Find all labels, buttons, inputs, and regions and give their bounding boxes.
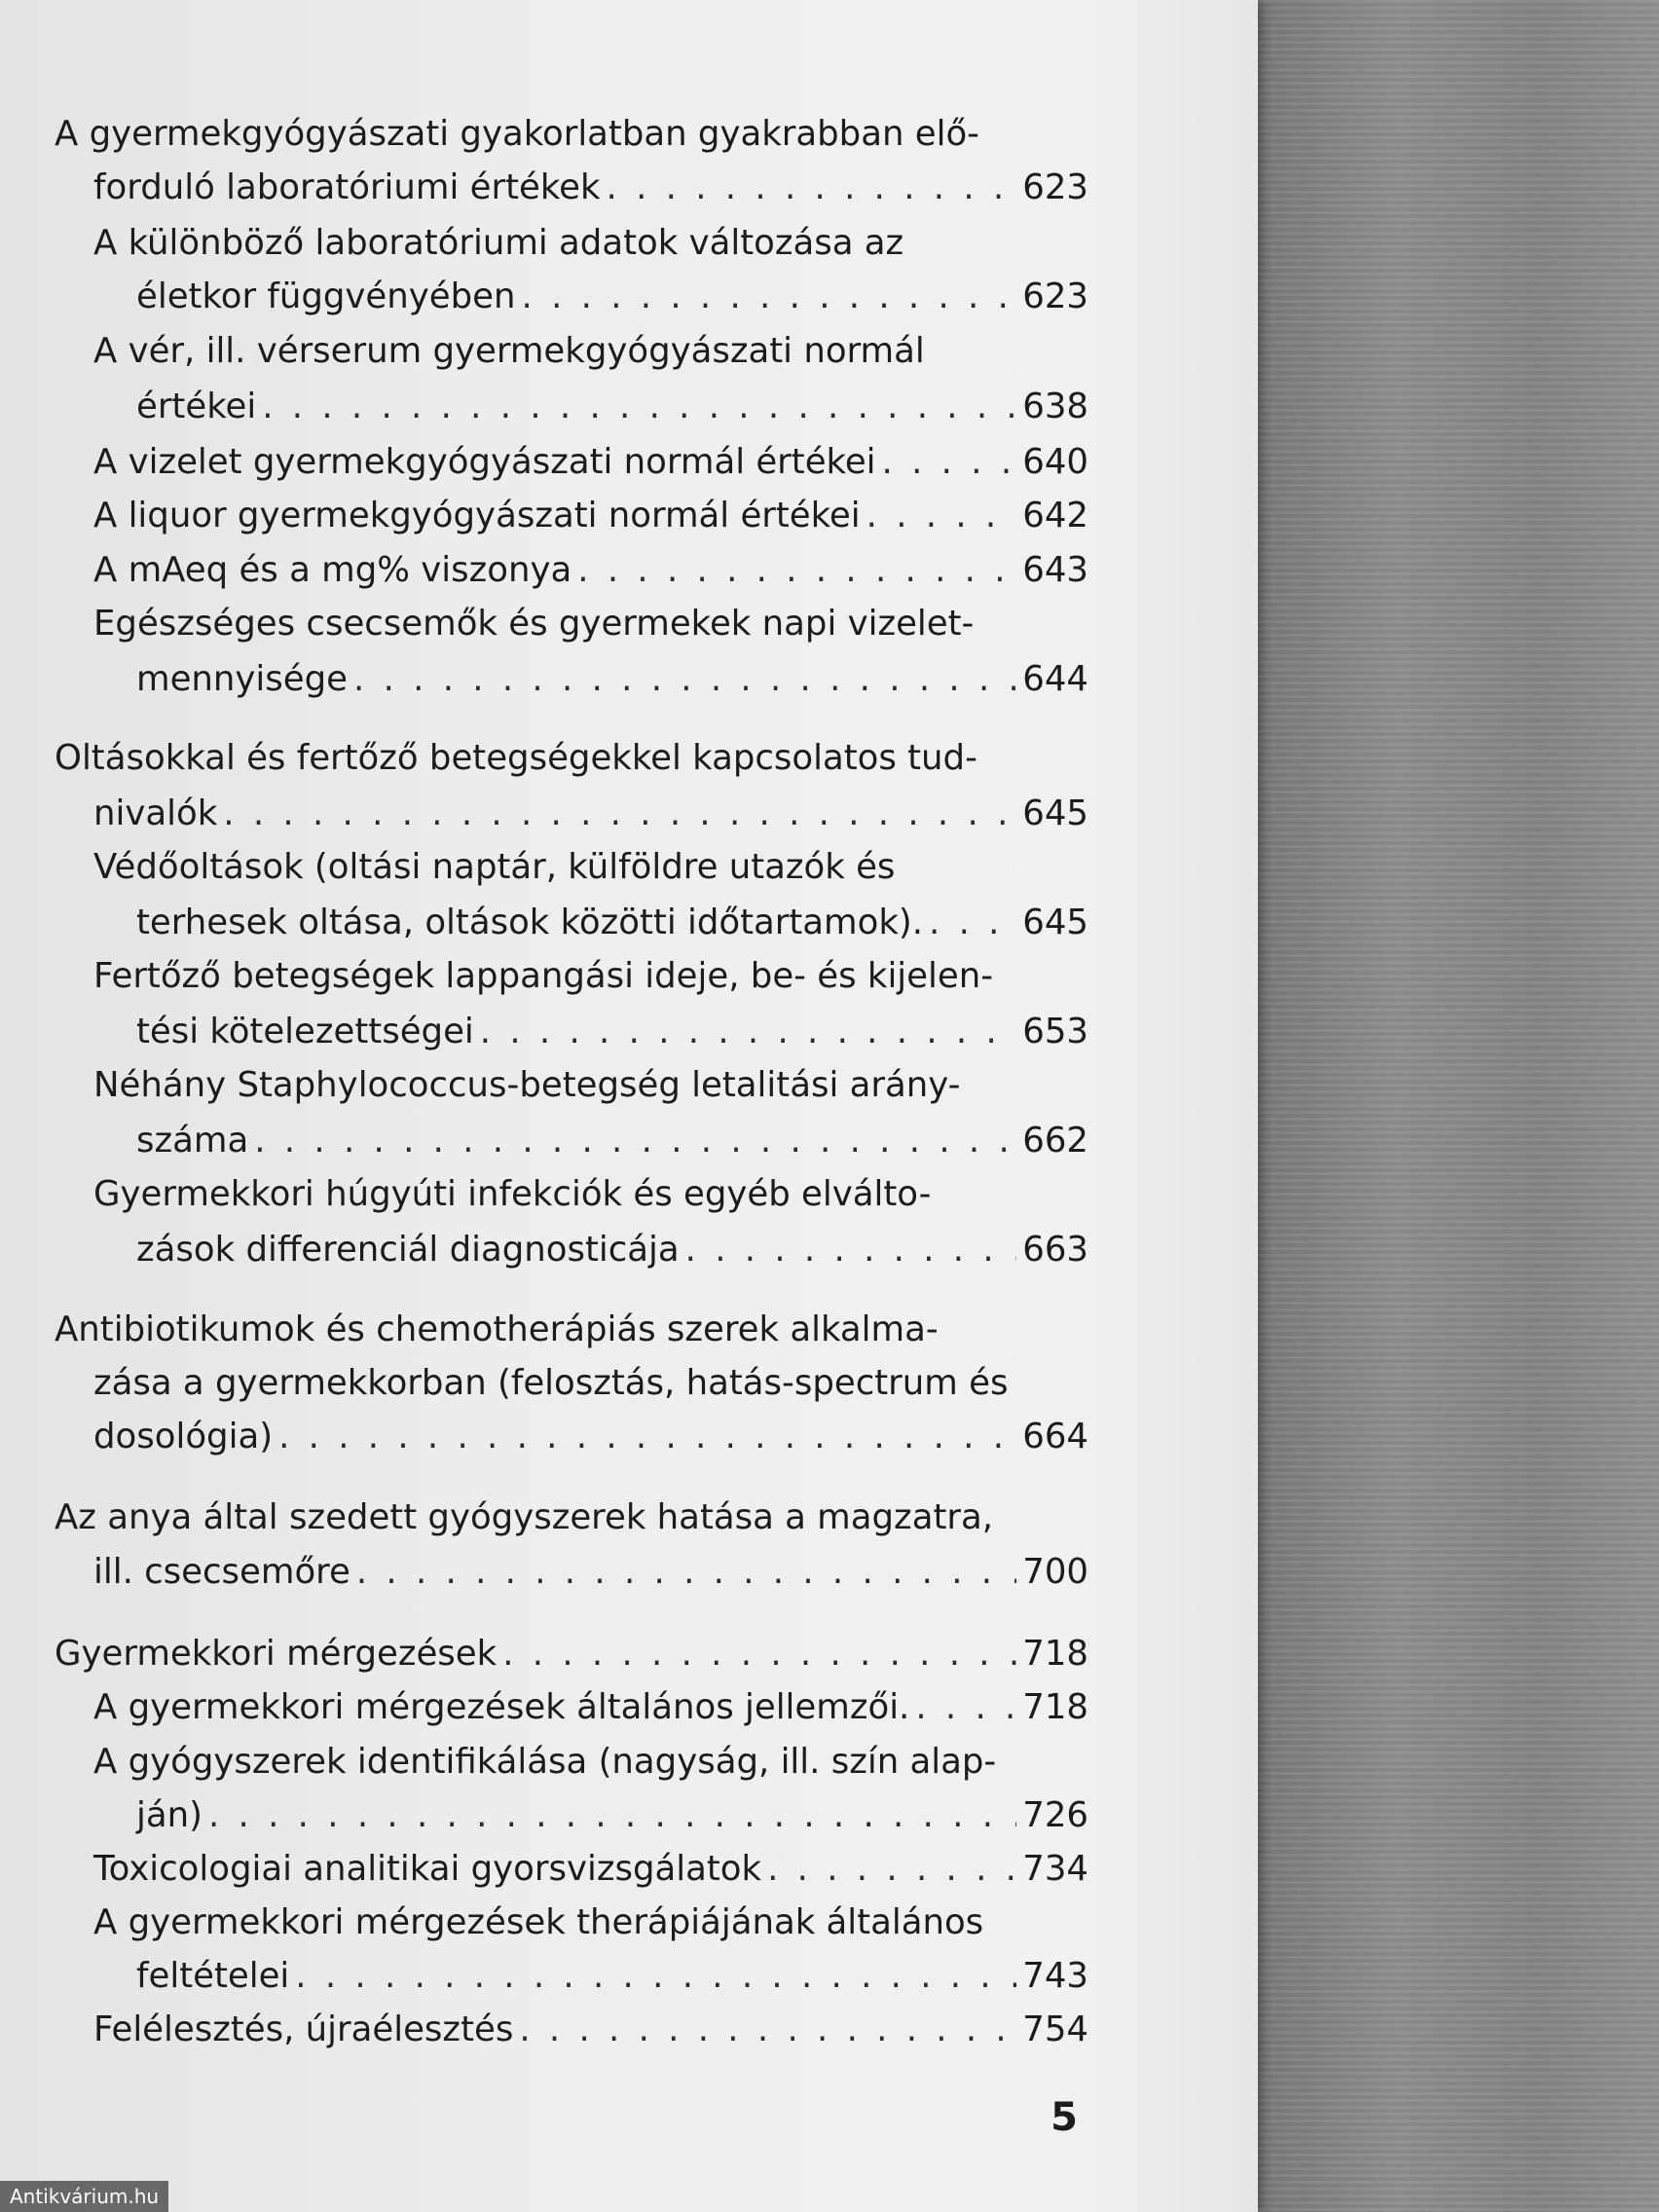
toc-entry-page: 645: [1022, 903, 1088, 942]
dot-leader: [350, 1545, 1016, 1600]
toc-entry-title-line: A gyermekkori mérgezések therápiájának általános: [93, 1902, 984, 1942]
dot-leader: [680, 1223, 1016, 1277]
toc-entry-title: feltételei: [136, 1956, 290, 1996]
toc-entry: [136, 380, 1088, 434]
toc-entry-title: életkor függvényében: [136, 276, 516, 316]
dot-leader: [217, 787, 1016, 841]
toc-entry: [136, 896, 1088, 950]
toc-entry-page: 663: [1022, 1230, 1088, 1270]
toc-entry: [93, 1680, 1088, 1735]
toc-entry-title-line: A vér, ill. vérserum gyermekgyógyászati normál: [93, 331, 925, 371]
toc-entry-page: 644: [1022, 659, 1088, 699]
toc-entry: [93, 1410, 1088, 1464]
toc-entry-title: ill. csecsemőre: [93, 1552, 350, 1592]
toc-entry: [93, 1545, 1088, 1600]
dot-leader: [273, 1410, 1016, 1464]
toc-entry: [93, 489, 1088, 543]
toc-entry: [136, 1005, 1088, 1059]
toc-entry-page: 754: [1022, 2009, 1088, 2049]
toc-entry-page: 623: [1022, 167, 1088, 207]
toc-entry-title-line: Védőoltások (oltási naptár, külföldre utazók és: [93, 847, 896, 887]
toc-entry-title: dosológia): [93, 1417, 274, 1456]
toc-entry-title: száma: [136, 1121, 249, 1161]
toc-entry-page: 653: [1022, 1012, 1088, 1051]
toc-entry: [136, 270, 1088, 324]
toc-entry-title: ján): [136, 1795, 203, 1835]
dot-leader: [497, 1627, 1016, 1681]
toc-entry-page: 743: [1022, 1956, 1088, 1996]
toc-entry-page: 734: [1022, 1849, 1088, 1889]
toc-entry-title: tési kötelezettségei: [136, 1012, 474, 1051]
toc-entry-title: Toxicologiai analitikai gyorsvizsgálatok: [93, 1849, 762, 1889]
dot-leader: [474, 1005, 1016, 1059]
toc-entry-page: 700: [1022, 1552, 1088, 1592]
toc-entry-title-line: Oltásokkal és fertőző betegségekkel kapcsolatos tud-: [55, 738, 977, 778]
toc-entry: [93, 161, 1088, 215]
dot-leader: [248, 1114, 1016, 1168]
toc-entry-page: 640: [1022, 442, 1088, 482]
dot-leader: [601, 161, 1016, 215]
toc-entry-page: 662: [1022, 1121, 1088, 1161]
toc-entry-title: A vizelet gyermekgyógyászati normál értékei: [93, 442, 876, 482]
toc-entry-title: Gyermekkori mérgezések: [55, 1634, 498, 1674]
toc-entry: [136, 1788, 1088, 1843]
dot-leader: [516, 270, 1017, 324]
watermark: Antikvárium.hu: [0, 2181, 168, 2212]
toc-entry-page: 643: [1022, 550, 1088, 590]
toc-entry-title: terhesek oltása, oltások közötti időtartamok).: [136, 903, 924, 942]
toc-entry-title: mennyisége: [136, 659, 349, 699]
toc-entry: [136, 652, 1088, 707]
toc-entry: [93, 543, 1088, 598]
dot-leader: [256, 380, 1016, 434]
toc-entry-page: 623: [1022, 276, 1088, 316]
toc-entry-page: 638: [1022, 387, 1088, 426]
dot-leader: [761, 1842, 1016, 1897]
toc-entry-title: értékei: [136, 387, 257, 426]
facing-page-background: [1256, 0, 1659, 2212]
toc-entry-title-line: Az anya által szedett gyógyszerek hatása a magzatra,: [55, 1497, 993, 1537]
toc-entry-title: A mAeq és a mg% viszonya: [93, 550, 572, 590]
toc-entry-page: 718: [1022, 1634, 1088, 1674]
toc-entry: [55, 1627, 1088, 1681]
toc-entry-title-line: A gyermekgyógyászati gyakorlatban gyakrabban elő-: [55, 114, 979, 154]
toc-entry-page: 642: [1022, 496, 1088, 535]
toc-entry-title: forduló laboratóriumi értékek: [93, 167, 601, 207]
dot-leader: [923, 896, 1016, 950]
toc-entry-title-line: Fertőző betegségek lappangási ideje, be- és kijelen-: [93, 956, 994, 996]
toc-entry-page: 645: [1022, 793, 1088, 833]
toc-entry-title-line: A különböző laboratóriumi adatok változása az: [93, 223, 904, 263]
toc-entry-title-line: Antibiotikumok és chemotherápiás szerek alkalma-: [55, 1309, 939, 1349]
dot-leader: [571, 543, 1016, 598]
dot-leader: [289, 1949, 1016, 2004]
toc-entry-title: A liquor gyermekgyógyászati normál értékei: [93, 496, 861, 535]
page-number: 5: [1051, 2095, 1078, 2140]
toc-entry-title-line: Egészséges csecsemők és gyermekek napi vizelet-: [93, 604, 975, 644]
toc-entry-page: 718: [1022, 1687, 1088, 1727]
dot-leader: [513, 2003, 1016, 2057]
toc-entry: [93, 1842, 1088, 1897]
toc-entry-title-line: Néhány Staphylococcus-betegség letalitási arány-: [93, 1065, 961, 1105]
toc-entry-title-line: Gyermekkori húgyúti infekciók és egyéb elválto-: [93, 1174, 932, 1214]
toc-entry-title: nivalók: [93, 793, 218, 833]
dot-leader: [348, 652, 1016, 707]
dot-leader: [861, 489, 1016, 543]
toc-entry: [136, 1223, 1088, 1277]
dot-leader: [203, 1788, 1016, 1843]
toc-entry: [93, 2003, 1088, 2057]
toc-entry: [136, 1949, 1088, 2004]
toc-entry-page: 726: [1022, 1795, 1088, 1835]
toc-entry: [136, 1114, 1088, 1168]
toc-entry-title: zások differenciál diagnosticája: [136, 1230, 680, 1270]
toc-entry: [93, 787, 1088, 841]
dot-leader: [909, 1680, 1016, 1735]
toc-entry-page: 664: [1022, 1417, 1088, 1456]
toc-entry-title: Felélesztés, újraélesztés: [93, 2009, 514, 2049]
dot-leader: [876, 435, 1016, 490]
toc-entry: [93, 435, 1088, 490]
toc-entry-title: A gyermekkori mérgezések általános jellemzői.: [93, 1687, 910, 1727]
toc-entry-title-line: A gyógyszerek identifikálása (nagyság, ill. szín alap-: [93, 1742, 997, 1782]
toc-entry-title-line: zása a gyermekkorban (felosztás, hatás-spectrum és: [93, 1363, 1009, 1403]
